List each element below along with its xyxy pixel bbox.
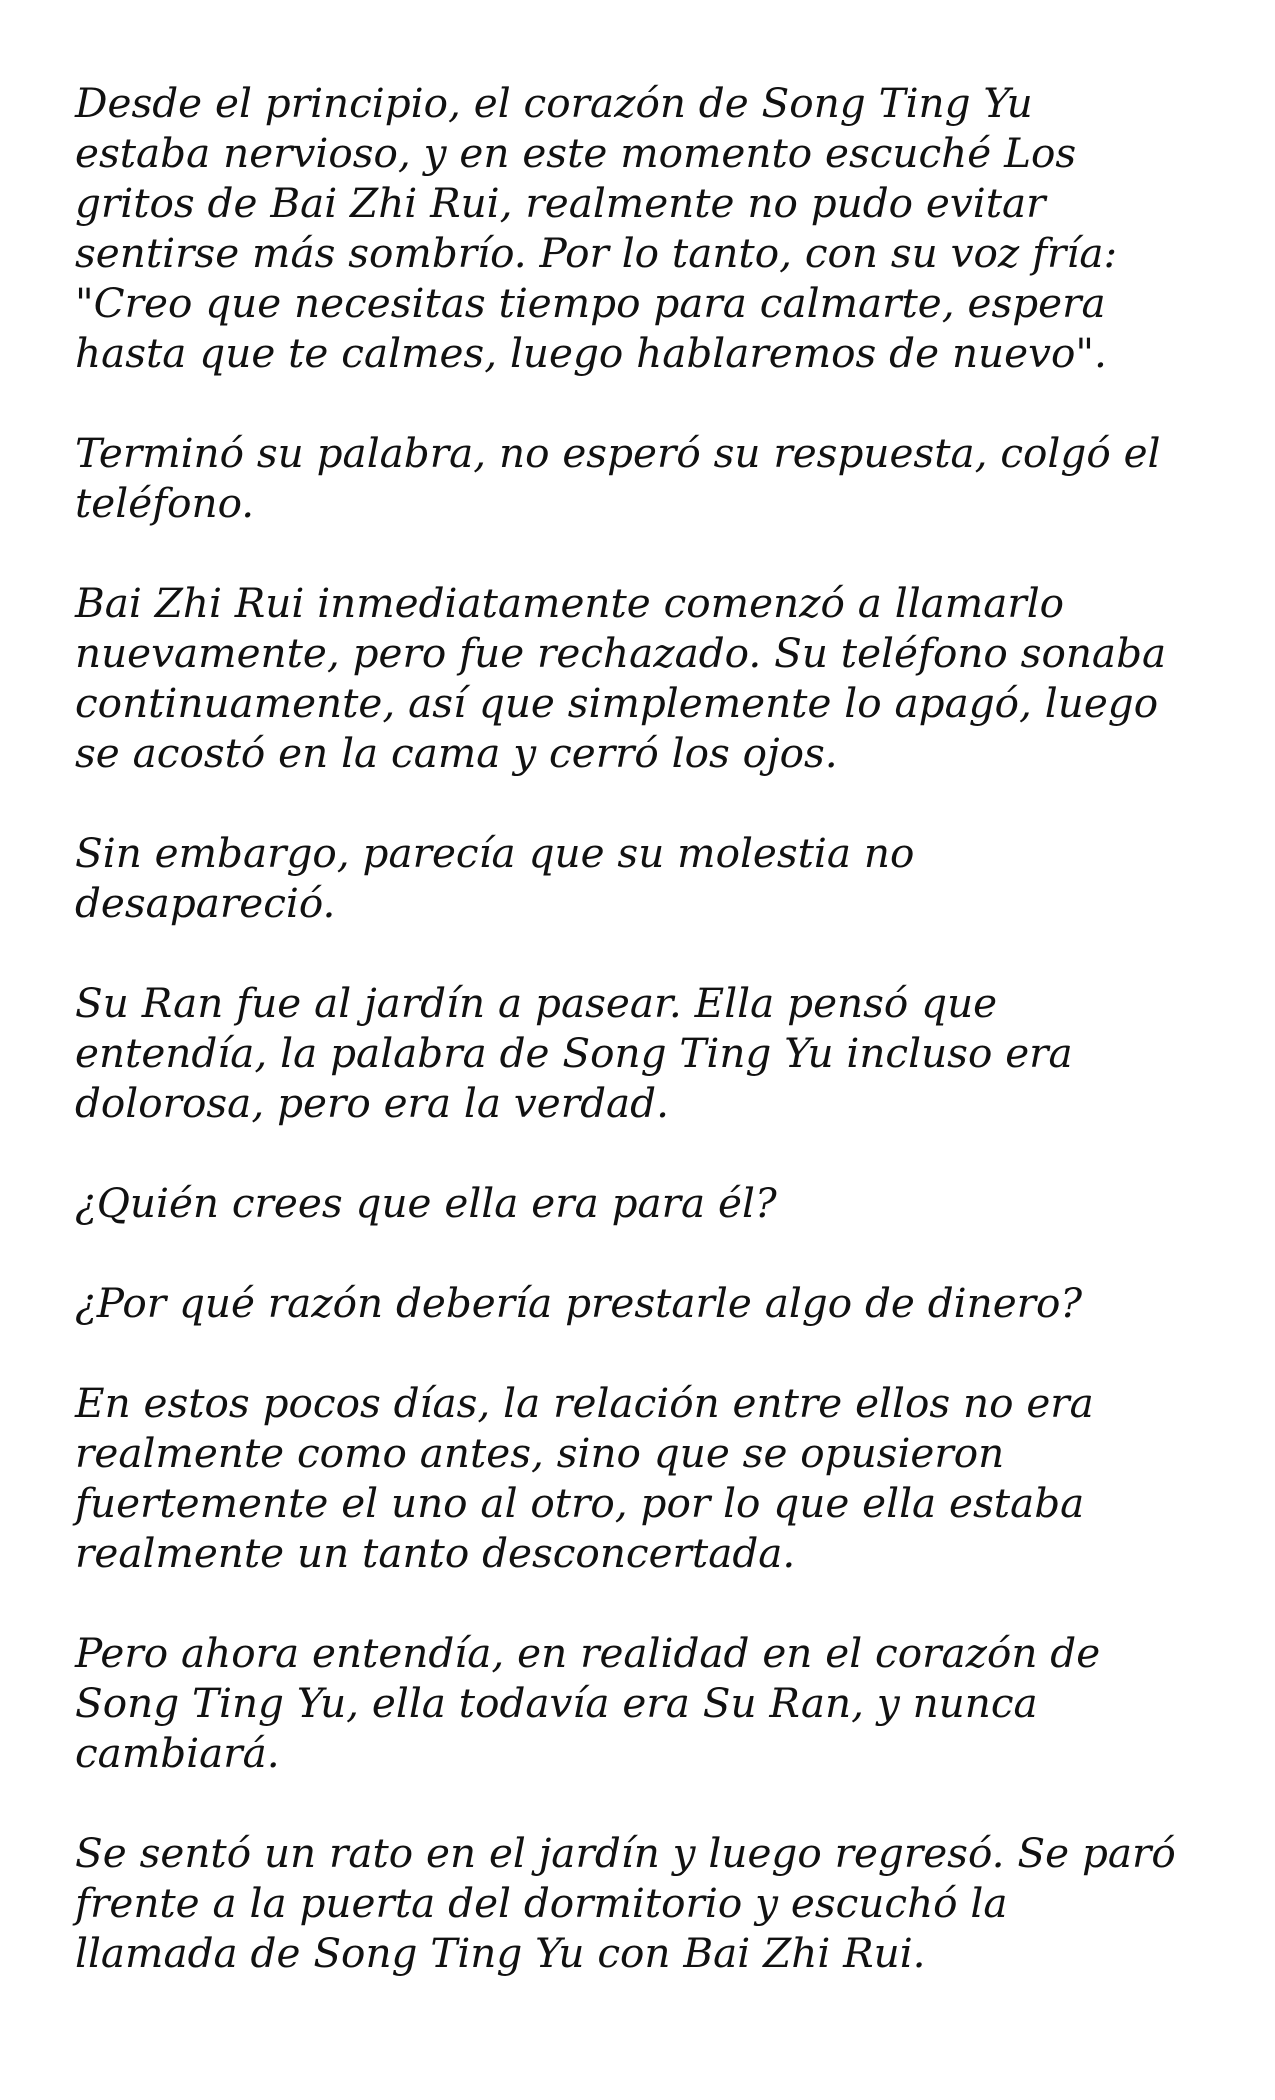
- text-line: desapareció.: [75, 879, 336, 927]
- text-line: llamada de Song Ting Yu con Bai Zhi Rui.: [75, 1929, 926, 1977]
- text-line: gritos de Bai Zhi Rui, realmente no pudo evitar: [75, 179, 1046, 227]
- paragraph: [75, 1278, 1225, 1328]
- text-line: En estos pocos días, la relación entre ellos no era: [75, 1379, 1094, 1427]
- paragraph: [75, 78, 1225, 378]
- text-line: fuertemente el uno al otro, por lo que ella estaba: [75, 1479, 1085, 1527]
- paragraph: [75, 828, 1225, 928]
- text-line: entendía, la palabra de Song Ting Yu incluso era: [75, 1029, 1073, 1077]
- text-line: se acostó en la cama y cerró los ojos.: [75, 729, 838, 777]
- text-line: Pero ahora entendía, en realidad en el corazón de: [75, 1629, 1101, 1677]
- text-line: ¿Quién crees que ella era para él?: [75, 1179, 777, 1227]
- text-line: Se sentó un rato en el jardín y luego regresó. Se paró: [75, 1829, 1176, 1877]
- paragraph: [75, 578, 1225, 778]
- text-line: hasta que te calmes, luego hablaremos de nuevo".: [75, 329, 1107, 377]
- text-line: ¿Por qué razón debería prestarle algo de dinero?: [75, 1279, 1083, 1327]
- text-line: sentirse más sombrío. Por lo tanto, con su voz fría:: [75, 229, 1118, 277]
- paragraph: [75, 1628, 1225, 1778]
- text-line: Sin embargo, parecía que su molestia no: [75, 829, 915, 877]
- text-line: Su Ran fue al jardín a pasear. Ella pensó que: [75, 979, 998, 1027]
- text-line: Bai Zhi Rui inmediatamente comenzó a llamarlo: [75, 579, 1065, 627]
- text-line: realmente como antes, sino que se opusieron: [75, 1429, 1005, 1477]
- paragraph: [75, 1828, 1225, 1978]
- text-line: Desde el principio, el corazón de Song Ting Yu: [75, 79, 1033, 127]
- paragraph: [75, 1378, 1225, 1578]
- text-line: dolorosa, pero era la verdad.: [75, 1079, 669, 1127]
- text-line: Song Ting Yu, ella todavía era Su Ran, y nunca: [75, 1679, 1038, 1727]
- paragraph: [75, 978, 1225, 1128]
- document-body: [75, 78, 1225, 2028]
- text-line: "Creo que necesitas tiempo para calmarte, espera: [75, 279, 1106, 327]
- text-line: Terminó su palabra, no esperó su respuesta, colgó el: [75, 429, 1161, 477]
- text-line: cambiará.: [75, 1729, 280, 1777]
- text-line: nuevamente, pero fue rechazado. Su teléfono sonaba: [75, 629, 1167, 677]
- text-line: frente a la puerta del dormitorio y escuchó la: [75, 1879, 1008, 1927]
- paragraph: [75, 1178, 1225, 1228]
- paragraph: [75, 428, 1225, 528]
- text-line: realmente un tanto desconcertada.: [75, 1529, 796, 1577]
- text-line: continuamente, así que simplemente lo apagó, luego: [75, 679, 1159, 727]
- text-line: teléfono.: [75, 479, 255, 527]
- text-line: estaba nervioso, y en este momento escuché Los: [75, 129, 1077, 177]
